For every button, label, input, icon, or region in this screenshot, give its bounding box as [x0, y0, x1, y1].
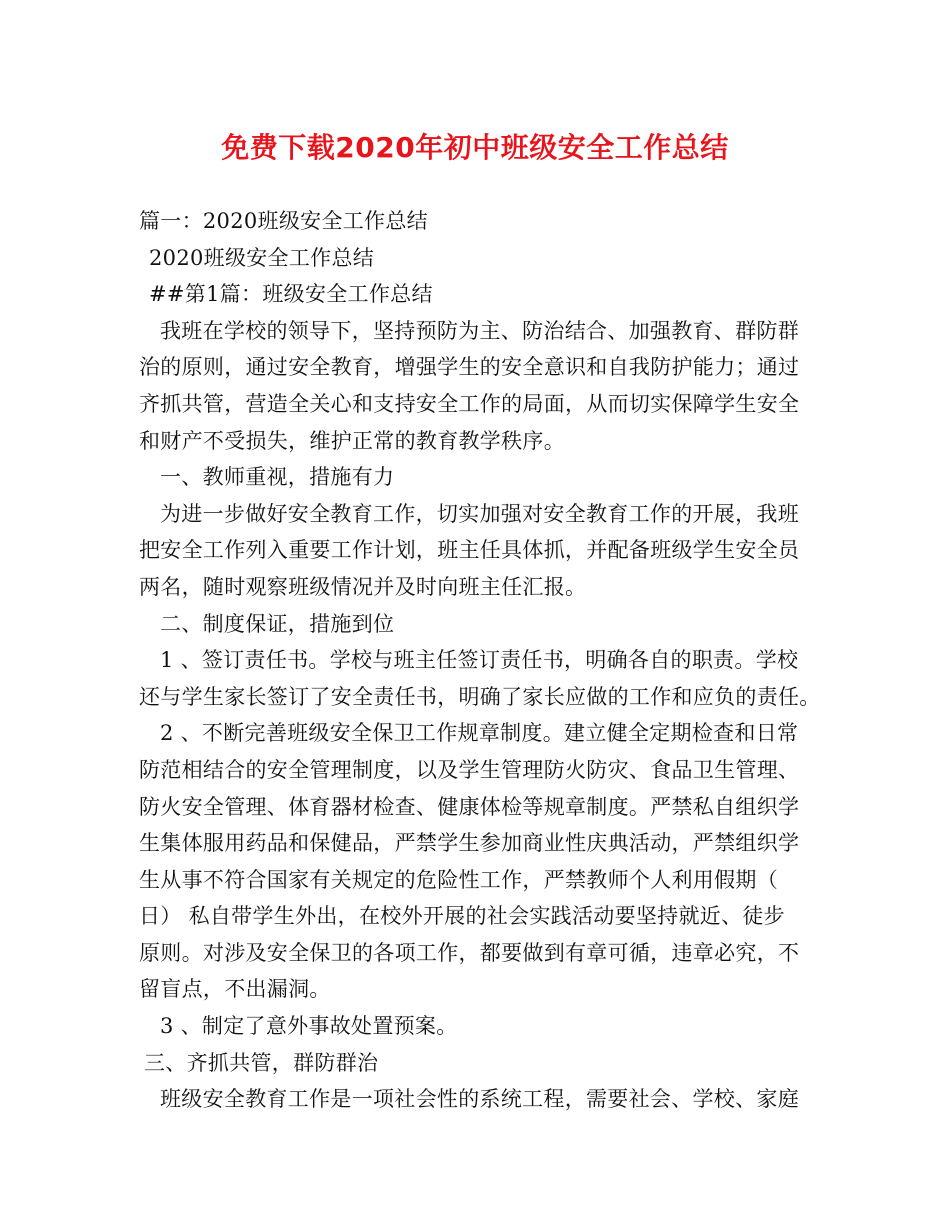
- document-body: [139, 203, 819, 1118]
- subheading: ##第1篇：班级安全工作总结: [149, 282, 433, 307]
- paragraph-line: 日） 私自带学生外出，在校外开展的社会实践活动要坚持就近、徒步: [139, 904, 785, 929]
- paragraph-line: 治的原则，通过安全教育，增强学生的安全意识和自我防护能力；通过: [139, 355, 800, 380]
- paragraph-line: 生集体服用药品和保健品，严禁学生参加商业性庆典活动，严禁组织学: [139, 831, 800, 856]
- paragraph-line: 还与学生家长签订了安全责任书，明确了家长应做的工作和应负的责任。: [139, 684, 821, 709]
- paragraph-line: 两名，随时观察班级情况并及时向班主任汇报。: [139, 574, 587, 599]
- paragraph-line: 防范相结合的安全管理制度，以及学生管理防火防灾、食品卫生管理、: [139, 757, 800, 782]
- section-heading: 一、教师重视，措施有力: [160, 465, 395, 490]
- paragraph-line: 原则。对涉及安全保卫的各项工作，都要做到有章可循，违章必究，不: [139, 940, 800, 965]
- paragraph-line: 生从事不符合国家有关规定的危险性工作，严禁教师个人利用假期（: [139, 867, 778, 892]
- subheading: 2020班级安全工作总结: [149, 245, 375, 270]
- paragraph-line: 防火安全管理、体育器材检查、健康体检等规章制度。严禁私自组织学: [139, 794, 800, 819]
- paragraph-line: 齐抓共管，营造全关心和支持安全工作的局面，从而切实保障学生安全: [139, 391, 800, 416]
- section-heading: 二、制度保证，措施到位: [160, 611, 395, 636]
- section-heading: 篇一：2020班级安全工作总结: [139, 209, 428, 233]
- paragraph-line: 为进一步做好安全教育工作，切实加强对安全教育工作的开展，我班: [160, 501, 799, 526]
- paragraph-line: 1 、签订责任书。学校与班主任签订责任书，明确各自的职责。学校: [160, 648, 799, 673]
- paragraph-line: 3 、制定了意外事故处置预案。: [160, 1014, 458, 1039]
- paragraph-line: 班级安全教育工作是一项社会性的系统工程，需要社会、学校、家庭: [160, 1087, 799, 1112]
- paragraph-line: 我班在学校的领导下，坚持预防为主、防治结合、加强教育、群防群: [160, 318, 799, 343]
- paragraph-line: 把安全工作列入重要工作计划，班主任具体抓，并配备班级学生安全员: [139, 538, 800, 563]
- section-heading: 三、齐抓共管，群防群治: [144, 1050, 379, 1075]
- paragraph-line: 留盲点，不出漏洞。: [139, 977, 331, 1002]
- document-title: 免费下载2020年初中班级安全工作总结: [221, 131, 729, 164]
- paragraph-line: 和财产不受损失，维护正常的教育教学秩序。: [139, 428, 565, 453]
- paragraph-line: 2 、不断完善班级安全保卫工作规章制度。建立健全定期检查和日常: [160, 721, 799, 746]
